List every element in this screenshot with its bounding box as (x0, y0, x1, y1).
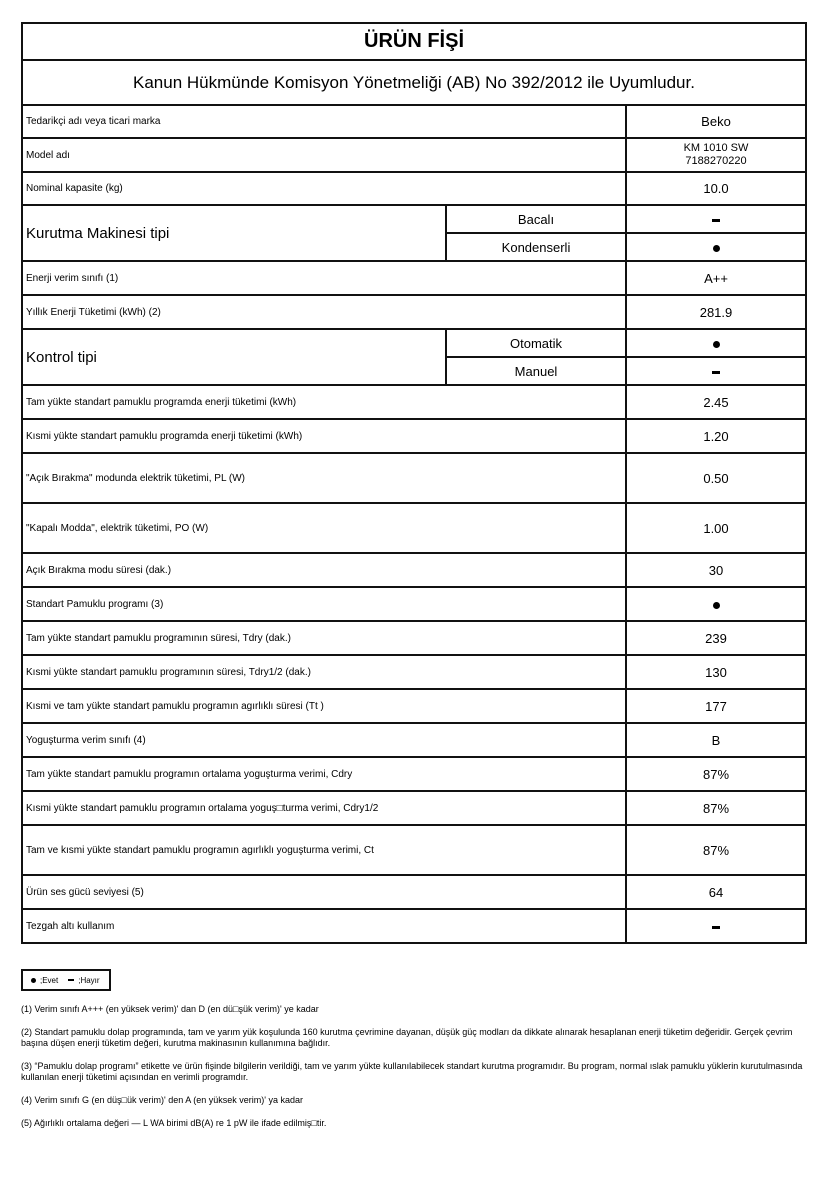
row-label: Kısmi ve tam yükte standart pamuklu programın agırlıklı süresi (Tt ) (22, 689, 626, 723)
row-value: 87% (626, 791, 806, 825)
row-label: Ürün ses gücü seviyesi (5) (22, 875, 626, 909)
row-value (626, 205, 806, 233)
table-row (22, 689, 806, 723)
page-title: ÜRÜN FİŞİ (22, 23, 806, 60)
table-row (22, 909, 806, 943)
row-label: Model adı (22, 138, 626, 172)
dot-yes-icon (31, 978, 36, 983)
legend-yes-label: ;Evet (40, 975, 59, 985)
table-row (22, 723, 806, 757)
table-row (22, 419, 806, 453)
row-label: Nominal kapasite (kg) (22, 172, 626, 205)
table-row (22, 503, 806, 553)
row-label: Kontrol tipi (22, 329, 446, 385)
sub-label: Manuel (446, 357, 626, 385)
table-row-energy-class (22, 261, 806, 295)
dot-yes-icon (713, 341, 720, 348)
row-label: Tam yükte standart pamuklu programın ortalama yoguşturma verimi, Cdry (22, 757, 626, 791)
row-label: Açık Bırakma modu süresi (dak.) (22, 553, 626, 587)
dash-no-icon (712, 926, 720, 929)
row-label: Tedarikçi adı veya ticari marka (22, 105, 626, 138)
table-row (22, 757, 806, 791)
row-label: Tezgah altı kullanım (22, 909, 626, 943)
row-value: 1.00 (626, 503, 806, 553)
row-value: 281.9 (626, 295, 806, 329)
table-row (22, 655, 806, 689)
table-row-capacity (22, 172, 806, 205)
row-value (626, 329, 806, 357)
product-fiche-table (21, 22, 807, 944)
dot-yes-icon (713, 245, 720, 252)
row-label: "Kapalı Modda", elektrik tüketimi, PO (W) (22, 503, 626, 553)
footnote-1: (1) Verim sınıfı A+++ (en yüksek verim)' dan D (en dü□şük verim)' ye kadar (21, 1004, 319, 1014)
table-row-dryer-type (22, 205, 806, 233)
row-label: Kısmi yükte standart pamuklu programının süresi, Tdry1/2 (dak.) (22, 655, 626, 689)
row-label: Kısmi yükte standart pamuklu programda enerji tüketimi (kWh) (22, 419, 626, 453)
dot-yes-icon (713, 602, 720, 609)
row-label: Yoguşturma verim sınıfı (4) (22, 723, 626, 757)
footnotes (21, 1004, 821, 1141)
row-value: 87% (626, 757, 806, 791)
row-label: Tam yükte standart pamuklu programının süresi, Tdry (dak.) (22, 621, 626, 655)
row-value: 30 (626, 553, 806, 587)
row-value: 2.45 (626, 385, 806, 419)
sub-label: Kondenserli (446, 233, 626, 261)
row-value (626, 357, 806, 385)
row-label: Enerji verim sınıfı (1) (22, 261, 626, 295)
table-row (22, 621, 806, 655)
row-value: 1.20 (626, 419, 806, 453)
model-code: 7188270220 (685, 155, 747, 167)
footnote-2: (2) Standart pamuklu dolap programında, tam ve yarım yük koşulunda 160 kurutma çevrimine dayanan, düşük güç modları da dikkate alınarak hesaplanan enerji tüketim değeridir. Gerçek çevrim başına düşen enerji tüketim değeri, kurutma makinasının kullanımına bağlıdır. (21, 1027, 793, 1048)
footnote-3: (3) “Pamuklu dolap programı” etikette ve ürün fişinde bilgilerin verildiği, tam ve yarım yükte kullanılabilecek standart kurutma programıdır. Bu program, normal ıslak pamuklu yüklerin kurutulmasında kullanılan enerji tüketimi açısından en verimli programdır. (21, 1061, 803, 1082)
row-label: Tam ve kısmi yükte standart pamuklu programın agırlıklı yoguşturma verimi, Ct (22, 825, 626, 875)
row-label: Kısmi yükte standart pamuklu programın ortalama yoguş□turma verimi, Cdry1/2 (22, 791, 626, 825)
row-value: 0.50 (626, 453, 806, 503)
row-value (626, 138, 806, 172)
row-label: Kurutma Makinesi tipi (22, 205, 446, 261)
row-value: 64 (626, 875, 806, 909)
row-value: 239 (626, 621, 806, 655)
table-row (22, 553, 806, 587)
table-row (22, 587, 806, 621)
row-value (626, 233, 806, 261)
row-value: A++ (626, 261, 806, 295)
row-value: B (626, 723, 806, 757)
row-value (626, 587, 806, 621)
row-value: 10.0 (626, 172, 806, 205)
sub-label: Otomatik (446, 329, 626, 357)
row-label: Tam yükte standart pamuklu programda enerji tüketimi (kWh) (22, 385, 626, 419)
row-label: Standart Pamuklu programı (3) (22, 587, 626, 621)
regulation-subtitle: Kanun Hükmünde Komisyon Yönetmeliği (AB) No 392/2012 ile Uyumludur. (22, 60, 806, 105)
row-value (626, 909, 806, 943)
product-fiche (21, 22, 805, 944)
dash-no-icon (712, 219, 720, 222)
footnote-5: (5) Ağırlıklı ortalama değeri — L WA birimi dB(A) re 1 pW ile ifade edilmiş□tir. (21, 1118, 327, 1128)
row-value: 87% (626, 825, 806, 875)
table-row-annual-energy (22, 295, 806, 329)
dash-no-icon (68, 979, 74, 981)
row-value: 177 (626, 689, 806, 723)
table-row (22, 453, 806, 503)
model-name: KM 1010 SW (683, 142, 749, 154)
table-row (22, 875, 806, 909)
table-row-control-type (22, 329, 806, 357)
row-label: Yıllık Enerji Tüketimi (kWh) (2) (22, 295, 626, 329)
table-row (22, 791, 806, 825)
legend-no-label: ;Hayır (78, 975, 100, 985)
row-label: "Açık Bırakma" modunda elektrik tüketimi, PL (W) (22, 453, 626, 503)
sub-label: Bacalı (446, 205, 626, 233)
row-value: 130 (626, 655, 806, 689)
footnote-4: (4) Verim sınıfı G (en düş□ük verim)' den A (en yüksek verim)' ya kadar (21, 1095, 303, 1105)
table-row-model (22, 138, 806, 172)
dash-no-icon (712, 371, 720, 374)
table-row (22, 385, 806, 419)
symbol-legend (21, 969, 111, 991)
table-row-supplier (22, 105, 806, 138)
row-value: Beko (626, 105, 806, 138)
table-row (22, 825, 806, 875)
